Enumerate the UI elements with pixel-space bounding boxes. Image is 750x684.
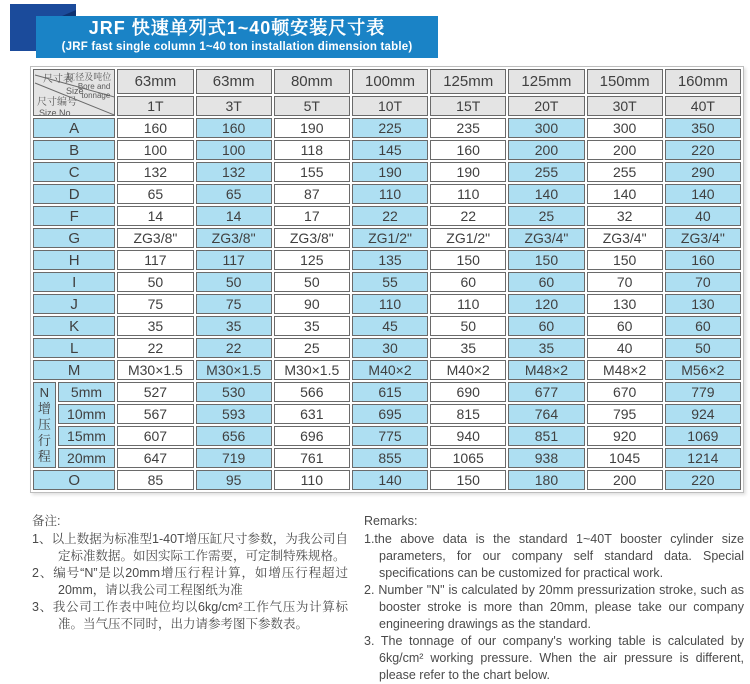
- n-stroke-vertical-label: [33, 382, 56, 468]
- dimension-cell: 940: [430, 426, 506, 446]
- dimension-cell: 775: [352, 426, 428, 446]
- dimension-cell: 40: [587, 338, 663, 358]
- bore-header: 100mm: [352, 69, 428, 94]
- dimension-cell: 155: [274, 162, 350, 182]
- bore-header: 150mm: [587, 69, 663, 94]
- dimension-cell: 631: [274, 404, 350, 424]
- dimension-cell: 290: [665, 162, 741, 182]
- n-label-char: N: [39, 385, 50, 400]
- dimension-cell: M30×1.5: [274, 360, 350, 380]
- dimension-cell: 50: [117, 272, 193, 292]
- dimension-cell: 32: [587, 206, 663, 226]
- dimension-cell: 656: [196, 426, 272, 446]
- table-row-n-stroke: [33, 448, 741, 468]
- table-row: [33, 272, 741, 292]
- bore-header: 125mm: [430, 69, 506, 94]
- row-label: D: [33, 184, 115, 204]
- dimension-cell: 200: [508, 140, 584, 160]
- n-label-char: 行: [37, 433, 51, 448]
- dimension-cell: 40: [665, 206, 741, 226]
- table-row: [33, 228, 741, 248]
- dim-tbody: [33, 118, 741, 490]
- row-label: O: [33, 470, 115, 490]
- dimension-cell: 60: [665, 316, 741, 336]
- dimension-cell: M40×2: [430, 360, 506, 380]
- dimension-cell: 60: [508, 272, 584, 292]
- table-row: [33, 118, 741, 138]
- note-item-zh: 2、编号“N”是以20mm增压行程计算，如增压行程超过20mm，请以我公司工程图纸为准: [32, 566, 348, 597]
- dimension-cell: 132: [196, 162, 272, 182]
- table-row: [33, 316, 741, 336]
- dimension-cell: 1214: [665, 448, 741, 468]
- dimension-cell: 125: [274, 250, 350, 270]
- dimension-cell: 22: [117, 338, 193, 358]
- row-label: M: [33, 360, 115, 380]
- dimension-cell: 25: [508, 206, 584, 226]
- dimension-cell: 593: [196, 404, 272, 424]
- row-label: L: [33, 338, 115, 358]
- dimension-cell: 14: [117, 206, 193, 226]
- dimension-cell: 117: [117, 250, 193, 270]
- dimension-table-frame: [30, 66, 744, 493]
- dimension-cell: 50: [196, 272, 272, 292]
- table-row-n-stroke: [33, 426, 741, 446]
- dimension-cell: 160: [665, 250, 741, 270]
- dimension-cell: ZG3/4": [508, 228, 584, 248]
- row-label: C: [33, 162, 115, 182]
- table-row: [33, 470, 741, 490]
- row-label: A: [33, 118, 115, 138]
- dimension-cell: 670: [587, 382, 663, 402]
- n-label-char: 程: [37, 449, 51, 464]
- page-subtitle: (JRF fast single column 1~40 ton installation dimension table): [61, 41, 413, 53]
- notes-zh-heading: 备注:: [32, 514, 61, 528]
- stroke-row-label: 5mm: [58, 382, 116, 402]
- dimension-cell: M40×2: [352, 360, 428, 380]
- dimension-cell: 30: [352, 338, 428, 358]
- dimension-cell: 690: [430, 382, 506, 402]
- dimension-cell: 255: [587, 162, 663, 182]
- dimension-cell: M30×1.5: [196, 360, 272, 380]
- dimension-cell: ZG1/2": [352, 228, 428, 248]
- dimension-cell: 140: [508, 184, 584, 204]
- dimension-cell: 35: [117, 316, 193, 336]
- dimension-cell: 938: [508, 448, 584, 468]
- dimension-cell: 85: [117, 470, 193, 490]
- bore-header: 160mm: [665, 69, 741, 94]
- corner-bore-tonnage-zh-label: 缸径及吨位: [66, 72, 112, 82]
- dimension-cell: 45: [352, 316, 428, 336]
- dimension-cell: 35: [508, 338, 584, 358]
- dimension-cell: ZG1/2": [430, 228, 506, 248]
- tonnage-header: 10T: [352, 96, 428, 116]
- dimension-cell: 677: [508, 382, 584, 402]
- row-label: I: [33, 272, 115, 292]
- dimension-table: [31, 67, 743, 492]
- note-item-zh: 3、我公司工作表中吨位均以6kg/cm²工作气压为计算标准。当气压不同时，出力请参考图下参数表。: [32, 600, 348, 631]
- table-row: [33, 206, 741, 226]
- tonnage-header: 3T: [196, 96, 272, 116]
- note-item-en: 2. Number "N" is calculated by 20mm pressurization stroke, such as booster stroke is more than 20mm, please take our company engineering drawings as the standard.: [364, 583, 744, 631]
- bore-header: 63mm: [196, 69, 272, 94]
- n-label-char: 增: [37, 401, 51, 416]
- dimension-cell: 22: [196, 338, 272, 358]
- dimension-cell: 924: [665, 404, 741, 424]
- dimension-cell: 795: [587, 404, 663, 424]
- page-title: JRF 快速单列式1~40顿安装尺寸表: [88, 18, 386, 38]
- note-item-zh: 1、以上数据为标准型1-40T增压缸尺寸参数，为我公司自定标准数据。如因实际工作需要，可定制特殊规格。: [32, 532, 348, 563]
- dimension-cell: 14: [196, 206, 272, 226]
- dimension-cell: M48×2: [508, 360, 584, 380]
- dimension-cell: 140: [587, 184, 663, 204]
- note-item-en: 1.the above data is the standard 1~40T booster cylinder size parameters, for our company self standard data. Special specifications can be customized for practical work.: [364, 532, 744, 580]
- bore-header-row: [33, 69, 741, 94]
- dimension-cell: 75: [196, 294, 272, 314]
- table-row: [33, 162, 741, 182]
- dimension-cell: 17: [274, 206, 350, 226]
- dimension-cell: 117: [196, 250, 272, 270]
- dimension-cell: 50: [274, 272, 350, 292]
- tonnage-header: 1T: [117, 96, 193, 116]
- dimension-cell: 150: [508, 250, 584, 270]
- dimension-cell: 120: [508, 294, 584, 314]
- bore-header: 80mm: [274, 69, 350, 94]
- dimension-cell: 35: [196, 316, 272, 336]
- dimension-cell: 140: [352, 470, 428, 490]
- notes-en-items: [364, 531, 744, 684]
- dimension-cell: 530: [196, 382, 272, 402]
- dimension-cell: 65: [117, 184, 193, 204]
- dimension-cell: 140: [665, 184, 741, 204]
- dimension-cell: 22: [352, 206, 428, 226]
- dimension-cell: 110: [430, 184, 506, 204]
- dimension-cell: 235: [430, 118, 506, 138]
- dimension-cell: M56×2: [665, 360, 741, 380]
- dimension-cell: 350: [665, 118, 741, 138]
- dimension-cell: M48×2: [587, 360, 663, 380]
- dimension-cell: 60: [587, 316, 663, 336]
- notes-zh-items: [32, 531, 348, 633]
- tonnage-header: 40T: [665, 96, 741, 116]
- dimension-cell: M30×1.5: [117, 360, 193, 380]
- notes-en-heading: Remarks:: [364, 514, 418, 528]
- dimension-cell: 135: [352, 250, 428, 270]
- dimension-cell: 607: [117, 426, 193, 446]
- dimension-cell: 110: [274, 470, 350, 490]
- stroke-row-label: 10mm: [58, 404, 116, 424]
- table-row: [33, 360, 741, 380]
- dimension-cell: 696: [274, 426, 350, 446]
- dimension-cell: 145: [352, 140, 428, 160]
- dimension-cell: 110: [430, 294, 506, 314]
- dimension-cell: ZG3/8": [274, 228, 350, 248]
- table-row: [33, 338, 741, 358]
- stroke-row-label: 15mm: [58, 426, 116, 446]
- bore-header: 63mm: [117, 69, 193, 94]
- dimension-cell: 695: [352, 404, 428, 424]
- dimension-cell: 1069: [665, 426, 741, 446]
- dimension-cell: 130: [665, 294, 741, 314]
- corner-bore-and-label: Bore and: [77, 82, 111, 91]
- notes-chinese: [32, 513, 348, 684]
- table-row: [33, 140, 741, 160]
- dimension-cell: 100: [196, 140, 272, 160]
- dimension-cell: 920: [587, 426, 663, 446]
- dimension-cell: 22: [430, 206, 506, 226]
- dimension-cell: 160: [196, 118, 272, 138]
- dimension-cell: ZG3/8": [196, 228, 272, 248]
- dimension-cell: 65: [196, 184, 272, 204]
- dimension-cell: 761: [274, 448, 350, 468]
- tonnage-header: 5T: [274, 96, 350, 116]
- dimension-cell: 180: [508, 470, 584, 490]
- tonnage-header-row: [33, 96, 741, 116]
- row-label: H: [33, 250, 115, 270]
- dimension-cell: 35: [274, 316, 350, 336]
- dimension-cell: ZG3/4": [587, 228, 663, 248]
- dimension-cell: 615: [352, 382, 428, 402]
- dimension-cell: 566: [274, 382, 350, 402]
- dimension-cell: ZG3/4": [665, 228, 741, 248]
- dimension-cell: 190: [352, 162, 428, 182]
- dimension-cell: 118: [274, 140, 350, 160]
- table-row-n-stroke: [33, 404, 741, 424]
- tonnage-header: 15T: [430, 96, 506, 116]
- dimension-cell: 50: [430, 316, 506, 336]
- corner-size-table-label: 尺寸表: [43, 74, 73, 85]
- tonnage-header: 30T: [587, 96, 663, 116]
- row-label: K: [33, 316, 115, 336]
- dimension-cell: 300: [508, 118, 584, 138]
- corner-size-no-label: Size No.: [39, 108, 74, 116]
- dimension-cell: 220: [665, 140, 741, 160]
- dimension-cell: 851: [508, 426, 584, 446]
- tonnage-header: 20T: [508, 96, 584, 116]
- dimension-cell: 855: [352, 448, 428, 468]
- dimension-cell: 300: [587, 118, 663, 138]
- dimension-cell: 160: [117, 118, 193, 138]
- dimension-cell: 1045: [587, 448, 663, 468]
- dimension-cell: 60: [508, 316, 584, 336]
- table-row: [33, 184, 741, 204]
- dimension-cell: 190: [274, 118, 350, 138]
- dimension-cell: 779: [665, 382, 741, 402]
- dimension-cell: 150: [587, 250, 663, 270]
- row-label: B: [33, 140, 115, 160]
- dimension-cell: ZG3/8": [117, 228, 193, 248]
- stroke-row-label: 20mm: [58, 448, 116, 468]
- corner-tonnage-label: tonnage: [81, 91, 111, 100]
- row-label: J: [33, 294, 115, 314]
- dimension-cell: 150: [430, 470, 506, 490]
- dimension-cell: 87: [274, 184, 350, 204]
- n-label-char: 压: [37, 417, 51, 432]
- note-item-en: 3. The tonnage of our company's working table is calculated by 6kg/cm² working pressure. When the air pressure is different, please refer to the chart below.: [364, 634, 744, 682]
- dimension-cell: 35: [430, 338, 506, 358]
- dimension-cell: 132: [117, 162, 193, 182]
- dimension-cell: 255: [508, 162, 584, 182]
- table-row: [33, 294, 741, 314]
- bore-header: 125mm: [508, 69, 584, 94]
- row-label: G: [33, 228, 115, 248]
- dimension-cell: 200: [587, 140, 663, 160]
- corner-size-label: Size: [66, 86, 84, 96]
- dimension-cell: 527: [117, 382, 193, 402]
- dimension-cell: 225: [352, 118, 428, 138]
- dimension-cell: 815: [430, 404, 506, 424]
- dimension-cell: 200: [587, 470, 663, 490]
- dimension-cell: 50: [665, 338, 741, 358]
- dimension-cell: 95: [196, 470, 272, 490]
- dimension-cell: 110: [352, 184, 428, 204]
- dimension-cell: 75: [117, 294, 193, 314]
- dimension-cell: 764: [508, 404, 584, 424]
- dimension-cell: 567: [117, 404, 193, 424]
- table-row-n-stroke: [33, 382, 741, 402]
- dimension-cell: 1065: [430, 448, 506, 468]
- dimension-cell: 647: [117, 448, 193, 468]
- dimension-cell: 70: [587, 272, 663, 292]
- dimension-cell: 190: [430, 162, 506, 182]
- row-label: F: [33, 206, 115, 226]
- dimension-cell: 220: [665, 470, 741, 490]
- dimension-cell: 100: [117, 140, 193, 160]
- dimension-cell: 150: [430, 250, 506, 270]
- table-row: [33, 250, 741, 270]
- title-banner: [36, 16, 438, 58]
- dimension-cell: 110: [352, 294, 428, 314]
- dimension-cell: 130: [587, 294, 663, 314]
- dimension-cell: 90: [274, 294, 350, 314]
- footer-notes: [32, 513, 744, 684]
- dimension-cell: 55: [352, 272, 428, 292]
- corner-size-no-zh-label: 尺寸编号: [37, 97, 77, 108]
- dimension-cell: 160: [430, 140, 506, 160]
- dimension-cell: 60: [430, 272, 506, 292]
- dimension-cell: 719: [196, 448, 272, 468]
- dimension-cell: 25: [274, 338, 350, 358]
- notes-english: [364, 513, 744, 684]
- dimension-cell: 70: [665, 272, 741, 292]
- corner-cell: [33, 69, 115, 116]
